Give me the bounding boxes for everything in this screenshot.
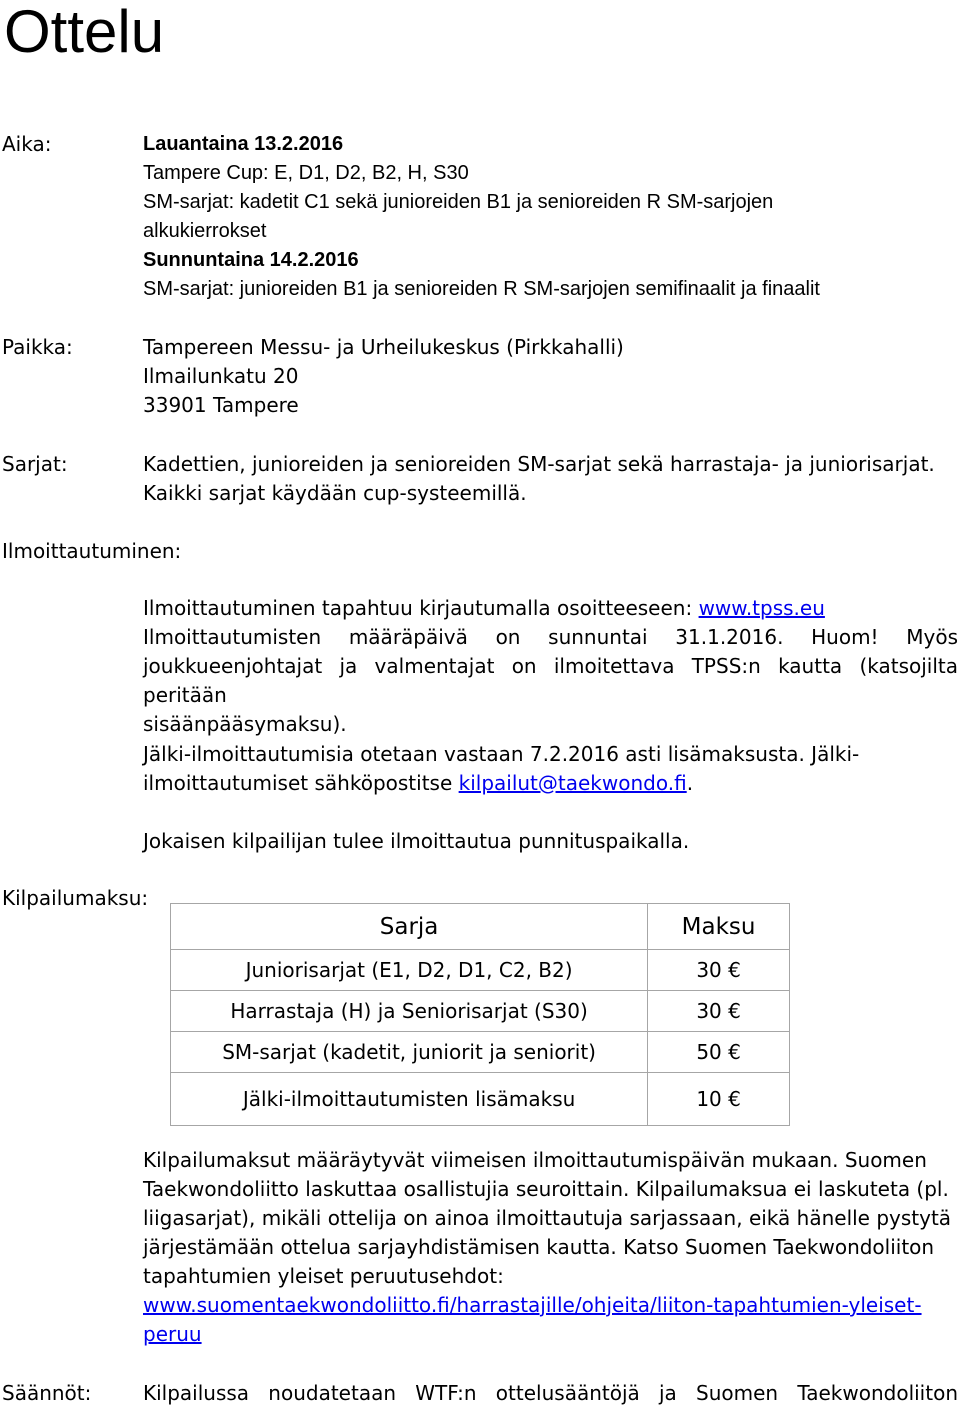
saannot-label: Säännöt:: [2, 1381, 92, 1405]
table-row: [171, 1073, 790, 1126]
kilpailumaksu-note-line4: järjestämään ottelua sarjayhdistämisen kautta. Katso Suomen Taekwondoliiton: [143, 1235, 935, 1259]
cancellation-terms-link[interactable]: www.suomentaekwondoliitto.fi/harrastajille/ohjeita/liiton-tapahtumien-yleiset-: [143, 1293, 922, 1317]
fee-maksu: 50 €: [648, 1032, 790, 1073]
paikka-section: [143, 333, 624, 420]
kilpailumaksu-note-line3: liigasarjat), mikäli ottelija on ainoa ilmoittautuja sarjassaan, eikä hänelle pystytä: [143, 1206, 952, 1230]
table-row: [171, 991, 790, 1032]
paikka-line1: Tampereen Messu- ja Urheilukeskus (Pirkkahalli): [143, 335, 624, 359]
ilmo-p1-line2: Ilmoittautumisten määräpäivä on sunnuntai 31.1.2016. Huom! Myös: [143, 625, 958, 649]
page-title: Ottelu: [4, 0, 165, 65]
aika-day1-line3: alkukierrokset: [143, 220, 267, 242]
paikka-line3: 33901 Tampere: [143, 393, 299, 417]
ilmo-p1-text: Ilmoittautuminen tapahtuu kirjautumalla osoitteeseen:: [143, 596, 699, 620]
kilpailumaksu-note-line1: Kilpailumaksut määräytyvät viimeisen ilmoittautumispäivän mukaan. Suomen: [143, 1148, 927, 1172]
kilpailumaksu-note-line5: tapahtumien yleiset peruutusehdot:: [143, 1264, 504, 1288]
sarjat-line2: Kaikki sarjat käydään cup-systeemillä.: [143, 481, 527, 505]
saannot-section: [143, 1379, 958, 1408]
fee-maksu: 30 €: [648, 991, 790, 1032]
kilpailumaksu-label: Kilpailumaksu:: [2, 886, 149, 910]
fee-maksu: 10 €: [648, 1073, 790, 1126]
fee-table: [170, 903, 790, 1126]
cancellation-terms-link-cont[interactable]: peruu: [143, 1322, 202, 1346]
kilpailumaksu-note-line2: Taekwondoliitto laskuttaa osallistujia seuroittain. Kilpailumaksua ei laskuteta (pl.: [143, 1177, 949, 1201]
table-row: [171, 950, 790, 991]
fee-sarja: SM-sarjat (kadetit, juniorit ja seniorit): [171, 1032, 648, 1073]
sarjat-line1: Kadettien, junioreiden ja senioreiden SM-sarjat sekä harrastaja- ja juniorisarjat.: [143, 452, 935, 476]
ilmo-p2-line1: Jälki-ilmoittautumisia otetaan vastaan 7.2.2016 asti lisämaksusta. Jälki-: [143, 742, 860, 766]
tpss-link[interactable]: www.tpss.eu: [698, 596, 825, 620]
aika-label: Aika:: [2, 132, 52, 156]
aika-section: [143, 130, 820, 304]
table-row: [171, 1032, 790, 1073]
saannot-line1: Kilpailussa noudatetaan WTF:n ottelusääntöjä ja Suomen Taekwondoliiton: [143, 1381, 958, 1405]
aika-day2: Sunnuntaina 14.2.2016: [143, 249, 359, 271]
fee-sarja: Jälki-ilmoittautumisten lisämaksu: [171, 1073, 648, 1126]
ilmo-p2-line2-text: ilmoittautumiset sähköpostitse: [143, 771, 459, 795]
ilmo-weighin: [143, 827, 689, 856]
kilpailumaksu-notes: [143, 1146, 951, 1349]
ilmoittautuminen-section: [143, 594, 958, 739]
aika-day1-line2: SM-sarjat: kadetit C1 sekä junioreiden B1 ja senioreiden R SM-sarjojen: [143, 191, 774, 213]
aika-day1: Lauantaina 13.2.2016: [143, 133, 344, 155]
fee-maksu: 30 €: [648, 950, 790, 991]
col-header-sarja: Sarja: [171, 904, 648, 950]
aika-day2-line1: SM-sarjat: junioreiden B1 ja senioreiden R SM-sarjojen semifinaalit ja finaalit: [143, 278, 820, 300]
col-header-maksu: Maksu: [648, 904, 790, 950]
ilmoittautuminen-label: Ilmoittautuminen:: [2, 539, 182, 563]
ilmoittautuminen-late: [143, 740, 859, 798]
paikka-label: Paikka:: [2, 335, 73, 359]
aika-day1-line1: Tampere Cup: E, D1, D2, B2, H, S30: [143, 162, 469, 184]
ilmo-p1-line4: sisäänpääsymaksu).: [143, 712, 347, 736]
fee-sarja: Harrastaja (H) ja Seniorisarjat (S30): [171, 991, 648, 1032]
fee-table-header: [171, 904, 790, 950]
paikka-line2: Ilmailunkatu 20: [143, 364, 299, 388]
sarjat-label: Sarjat:: [2, 452, 68, 476]
ilmo-p3: Jokaisen kilpailijan tulee ilmoittautua punnituspaikalla.: [143, 829, 690, 853]
email-link[interactable]: kilpailut@taekwondo.fi: [458, 771, 687, 795]
ilmo-p1-line3: joukkueenjohtajat ja valmentajat on ilmoitettava TPSS:n kautta (katsojilta peritään: [143, 654, 958, 707]
sarjat-section: [143, 450, 935, 508]
ilmo-p2-line2-end: .: [686, 771, 694, 795]
fee-sarja: Juniorisarjat (E1, D2, D1, C2, B2): [171, 950, 648, 991]
